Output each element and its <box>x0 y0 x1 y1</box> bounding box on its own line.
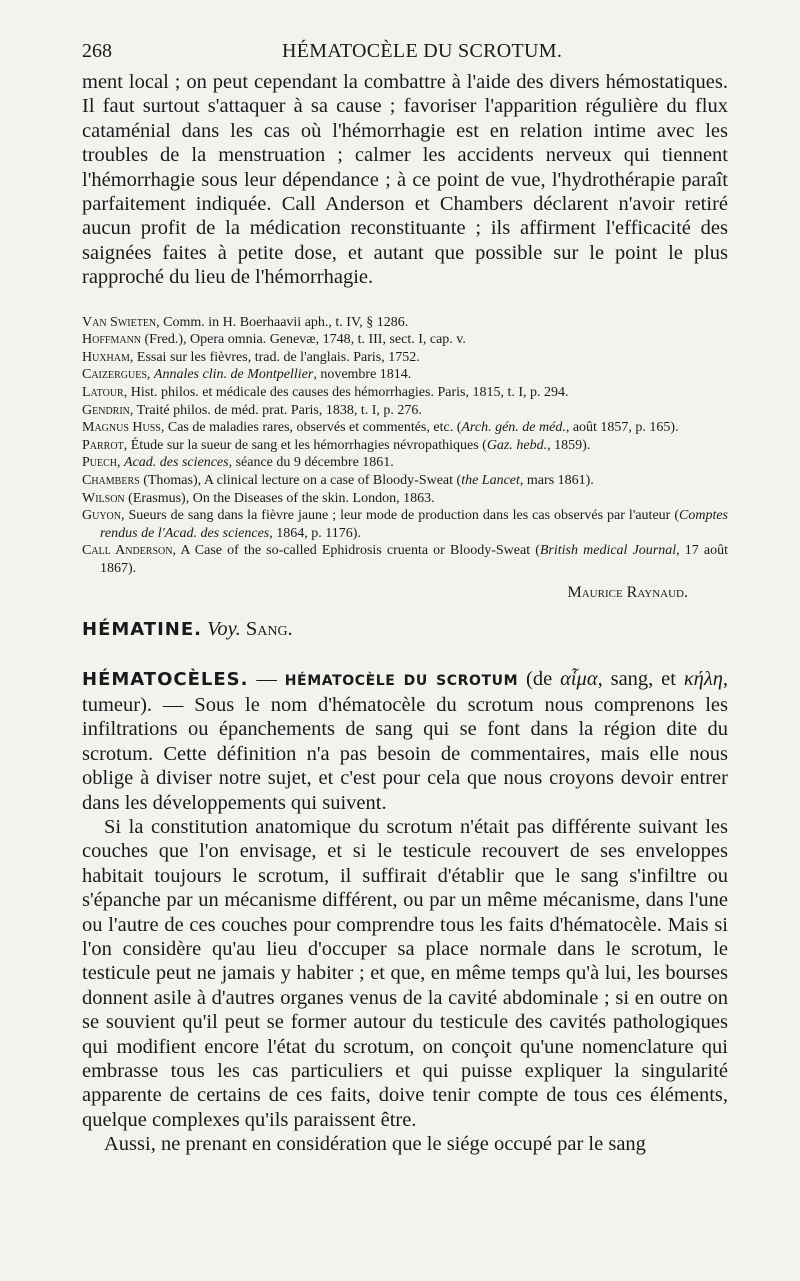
reference-author: Huxham <box>82 349 130 365</box>
reference-text: , Comm. in H. Boerhaavii aph., t. IV, § 1286. <box>156 314 409 330</box>
page-header <box>82 40 728 70</box>
reference-text: , Traité philos. de méd. prat. Paris, 1838, t. I, p. 276. <box>129 402 422 418</box>
reference-text: , A Case of the so-called Ephidrosis cruenta or Bloody-Sweat ( <box>172 543 540 559</box>
body-text <box>82 70 728 290</box>
reference-journal: British medical Journal <box>539 543 677 559</box>
reference-journal: Arch. gén. de méd. <box>461 420 566 436</box>
definition-text: , tumeur). — Sous le nom d'hématocèle du scrotum nous comprenons les infiltrations ou épanchements de sang qui se font dans la région dite du scrotum. Cette définition n'a pas besoin de commentaires, mais elle nous oblige à diviser notre sujet, et c'est pour cela que nous croyons devoir entrer dans les développements qui suivent. <box>82 667 729 814</box>
entry-intro-paragraph <box>82 667 728 815</box>
reference-entry <box>82 384 728 402</box>
reference-journal: Annales clin. de Montpellier <box>153 367 314 383</box>
heading-dash: — <box>256 667 277 690</box>
reference-text: , Hist. philos. et médicale des causes des hémorrhagies. Paris, 1815, t. I, p. 294. <box>123 385 569 401</box>
author-signature: Maurice Raynaud. <box>567 583 688 601</box>
reference-text: (Fred.), Opera omnia. Genevæ, 1748, t. III, sect. I, cap. v. <box>141 332 466 348</box>
reference-author: Call Anderson <box>82 543 173 559</box>
reference-text: , <box>117 455 125 471</box>
reference-entry <box>82 331 728 349</box>
reference-text: (Erasmus), On the Diseases of the skin. London, 1863. <box>124 490 435 506</box>
see-also-label: Voy. <box>207 617 241 640</box>
paragraph: Aussi, ne prenant en considération que le siége occupé par le sang <box>104 1133 646 1156</box>
reference-entry <box>82 437 728 455</box>
reference-author: Parrot <box>82 437 124 453</box>
etymology-text-2: , sang, et <box>597 667 684 690</box>
bibliography <box>82 314 728 578</box>
reference-details: , novembre 1814. <box>313 367 412 383</box>
greek-word-haima: αἷμα <box>560 667 598 690</box>
reference-details: , 17 août 1867). <box>100 543 728 576</box>
reference-entry <box>82 472 728 490</box>
reference-entry <box>82 490 728 508</box>
reference-journal: Acad. des sciences <box>124 455 229 471</box>
reference-entry <box>82 402 728 420</box>
reference-entry <box>82 314 728 332</box>
reference-author: Van Swieten <box>82 314 157 330</box>
reference-entry <box>82 542 728 577</box>
reference-entry <box>82 454 728 472</box>
reference-details: , séance du 9 décembre 1861. <box>228 455 394 471</box>
reference-entry <box>82 419 728 437</box>
subheading: HÉMATOCÈLE DU SCROTUM <box>284 672 519 689</box>
reference-author: Magnus Huss <box>82 420 161 436</box>
reference-details: , 1864, p. 1176). <box>269 525 361 541</box>
paragraph: Si la constitution anatomique du scrotum n'était pas différente suivant les couches que l'on envisage, et si le testicule recouvert de ses enveloppes habitait toujours le scrotum, il suffirait d'établir que le sang s'infiltre ou s'épanche par un mécanisme différent, ou par un même mécanisme, dans l'une ou l'autre de ces couches pour comprendre tous les faits d'hématocèle. Mais si l'on considère qu'au lieu d'occuper sa place normale dans le scrotum, le testicule peut ne jamais y habiter ; et que, en même temps qu'à lui, les bourses donnent asile à d'autres organes venus de la cavité abdominale ; si en outre on se souvient qu'il peut se former autour du testicule des cavités pathologiques qui modifient encore l'état du scrotum, on conçoit qu'une nomenclature qui embrasse tous les cas particuliers et qui puisse expliquer la singularité apparente de certains de ces faits, doive tenir compte de tous ces éléments, quelque complexes qu'ils paraissent être. <box>82 816 728 1131</box>
reference-author: Latour <box>82 385 124 401</box>
reference-text: , Étude sur la sueur de sang et les hémorrhagies névropathiques ( <box>123 437 487 453</box>
greek-word-kele: κήλη <box>683 667 723 690</box>
entry-heading: HÉMATINE. <box>82 618 202 640</box>
reference-journal: the Lancet <box>461 473 520 488</box>
reference-author: Wilson <box>82 490 125 506</box>
page-number: 268 <box>82 40 112 62</box>
reference-author: Chambers <box>82 473 140 488</box>
cross-reference-link[interactable]: Sang. <box>245 617 293 640</box>
reference-entry <box>82 507 728 542</box>
reference-author: Caizergues <box>82 367 147 383</box>
paragraph-continued: ment local ; on peut cependant la combattre à l'aide des divers hémostatiques. Il faut surtout s'attaquer à sa cause ; favoriser l'apparition régulière du flux cataménial dans les cas où l'hémorrhagie est en relation intime avec les troubles de la menstruation ; calmer les accidents nerveux qui tiennent l'hémorrhagie sous leur dépendance ; à ce point de vue, l'hydrothérapie paraît parfaitement indiquée. Call Anderson et Chambers déclarent n'avoir retiré aucun profit de la médication reconstituante ; ils affirment l'efficacité des saignées faites à petite dose, et autant que possible sur le point le plus rapproché du lieu de l'hémorrhagie. <box>82 71 728 289</box>
reference-details: , 1859). <box>547 437 591 453</box>
reference-details: , août 1857, p. 165). <box>565 420 679 436</box>
etymology-text-1: (de <box>518 667 561 690</box>
entry-hematoceles <box>82 667 728 1157</box>
reference-text: (Thomas), A clinical lecture on a case of Bloody-Sweat ( <box>139 473 462 488</box>
reference-entry <box>82 349 728 367</box>
reference-journal: Comptes rendus de l'Acad. des sciences <box>100 508 728 541</box>
reference-author: Guyon <box>82 508 121 524</box>
reference-details: , mars 1861). <box>519 473 594 488</box>
reference-entry <box>82 366 728 384</box>
running-title: HÉMATOCÈLE DU SCROTUM. <box>282 40 563 62</box>
reference-author: Hoffmann <box>82 332 142 348</box>
reference-author: Puech <box>82 455 118 471</box>
page <box>82 40 728 1157</box>
reference-text: , Cas de maladies rares, observés et commentés, etc. ( <box>160 420 462 436</box>
entry-hematine <box>82 618 728 641</box>
reference-text: , <box>146 367 154 383</box>
entry-heading: HÉMATOCÈLES. <box>82 668 249 690</box>
reference-journal: Gaz. hebd. <box>486 437 548 453</box>
reference-author: Gendrin <box>82 402 130 418</box>
reference-text: , Sueurs de sang dans la fièvre jaune ; leur mode de production dans les cas observés par l'auteur ( <box>121 508 679 524</box>
reference-text: , Essai sur les fièvres, trad. de l'anglais. Paris, 1752. <box>129 349 420 365</box>
